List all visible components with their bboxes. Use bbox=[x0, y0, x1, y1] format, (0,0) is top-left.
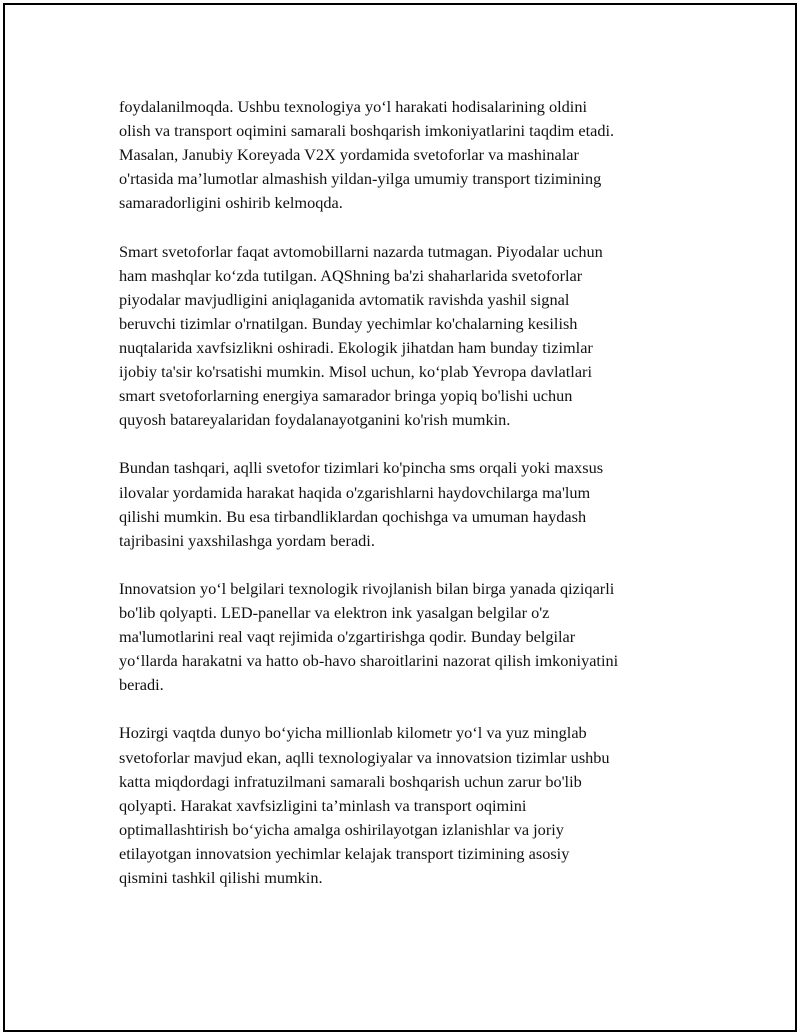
text-line: optimallashtirish bo‘yicha amalga oshirilayotgan izlanishlar va joriy bbox=[119, 819, 564, 839]
paragraph-1 bbox=[119, 95, 699, 215]
text-line: svetoforlar mavjud ekan, aqlli texnologiyalar va innovatsion tizimlar ushbu bbox=[119, 747, 610, 767]
text-line: ma'lumotlarini real vaqt rejimida o'zgartirishga qodir. Bunday belgilar bbox=[119, 627, 576, 647]
paragraph-4 bbox=[119, 577, 699, 697]
text-line: yo‘llarda harakatni va hatto ob-havo sharoitlarini nazorat qilish imkoniyatini bbox=[119, 651, 619, 671]
text-line: katta miqdordagi infratuzilmani samarali boshqarish uchun zarur bo'lib bbox=[119, 771, 582, 791]
text-line: Masalan, Janubiy Koreyada V2X yordamida svetoforlar va mashinalar bbox=[119, 145, 579, 165]
text-line: Bundan tashqari, aqlli svetofor tizimlari ko'pincha sms orqali yoki maxsus bbox=[119, 458, 604, 478]
paragraph-3 bbox=[119, 456, 699, 552]
paragraph-5 bbox=[119, 721, 699, 890]
document-page bbox=[3, 3, 797, 1032]
text-line: bo'lib qolyapti. LED-panellar va elektron ink yasalgan belgilar o'z bbox=[119, 602, 550, 622]
text-line: Hozirgi vaqtda dunyo bo‘yicha millionlab kilometr yo‘l va yuz minglab bbox=[119, 723, 587, 743]
text-line: smart svetoforlarning energiya samarador bringa yopiq bo'lishi uchun bbox=[119, 386, 573, 406]
text-line: quyosh batareyalaridan foydalanayotganini ko'rish mumkin. bbox=[119, 410, 511, 430]
text-line: Smart svetoforlar faqat avtomobillarni nazarda tutmagan. Piyodalar uchun bbox=[119, 241, 603, 261]
text-line: qilishi mumkin. Bu esa tirbandliklardan qochishga va umuman haydash bbox=[119, 506, 587, 526]
text-line: beradi. bbox=[119, 675, 164, 695]
text-line: ham mashqlar ko‘zda tutilgan. AQShning ba'zi shaharlarida svetoforlar bbox=[119, 265, 583, 285]
text-line: etilayotgan innovatsion yechimlar kelajak transport tizimining asosiy bbox=[119, 843, 570, 863]
text-line: foydalanilmoqda. Ushbu texnologiya yo‘l harakati hodisalarining oldini bbox=[119, 97, 587, 116]
text-line: o'rtasida ma’lumotlar almashish yildan-yilga umumiy transport tizimining bbox=[119, 169, 602, 189]
text-line: ilovalar yordamida harakat haqida o'zgarishlarni haydovchilarga ma'lum bbox=[119, 482, 591, 502]
text-line: Innovatsion yo‘l belgilari texnologik rivojlanish bilan birga yanada qiziqarli bbox=[119, 578, 615, 598]
text-line: beruvchi tizimlar o'rnatilgan. Bunday yechimlar ko'chalarning kesilish bbox=[119, 313, 578, 333]
text-line: qolyapti. Harakat xavfsizligini ta’minlash va transport oqimini bbox=[119, 795, 527, 815]
text-line: tajribasini yaxshilashga yordam beradi. bbox=[119, 530, 375, 550]
text-line: piyodalar mavjudligini aniqlaganida avtomatik ravishda yashil signal bbox=[119, 289, 570, 309]
text-line: nuqtalarida xavfsizlikni oshiradi. Ekologik jihatdan ham bunday tizimlar bbox=[119, 337, 593, 357]
text-line: ijobiy ta'sir ko'rsatishi mumkin. Misol uchun, ko‘plab Yevropa davlatlari bbox=[119, 362, 592, 382]
paragraph-2 bbox=[119, 240, 699, 433]
text-line: olish va transport oqimini samarali boshqarish imkoniyatlarini taqdim etadi. bbox=[119, 121, 615, 141]
document-body bbox=[119, 95, 699, 914]
text-line: qismini tashkil qilishi mumkin. bbox=[119, 868, 323, 887]
text-line: samaradorligini oshirib kelmoqda. bbox=[119, 193, 343, 213]
